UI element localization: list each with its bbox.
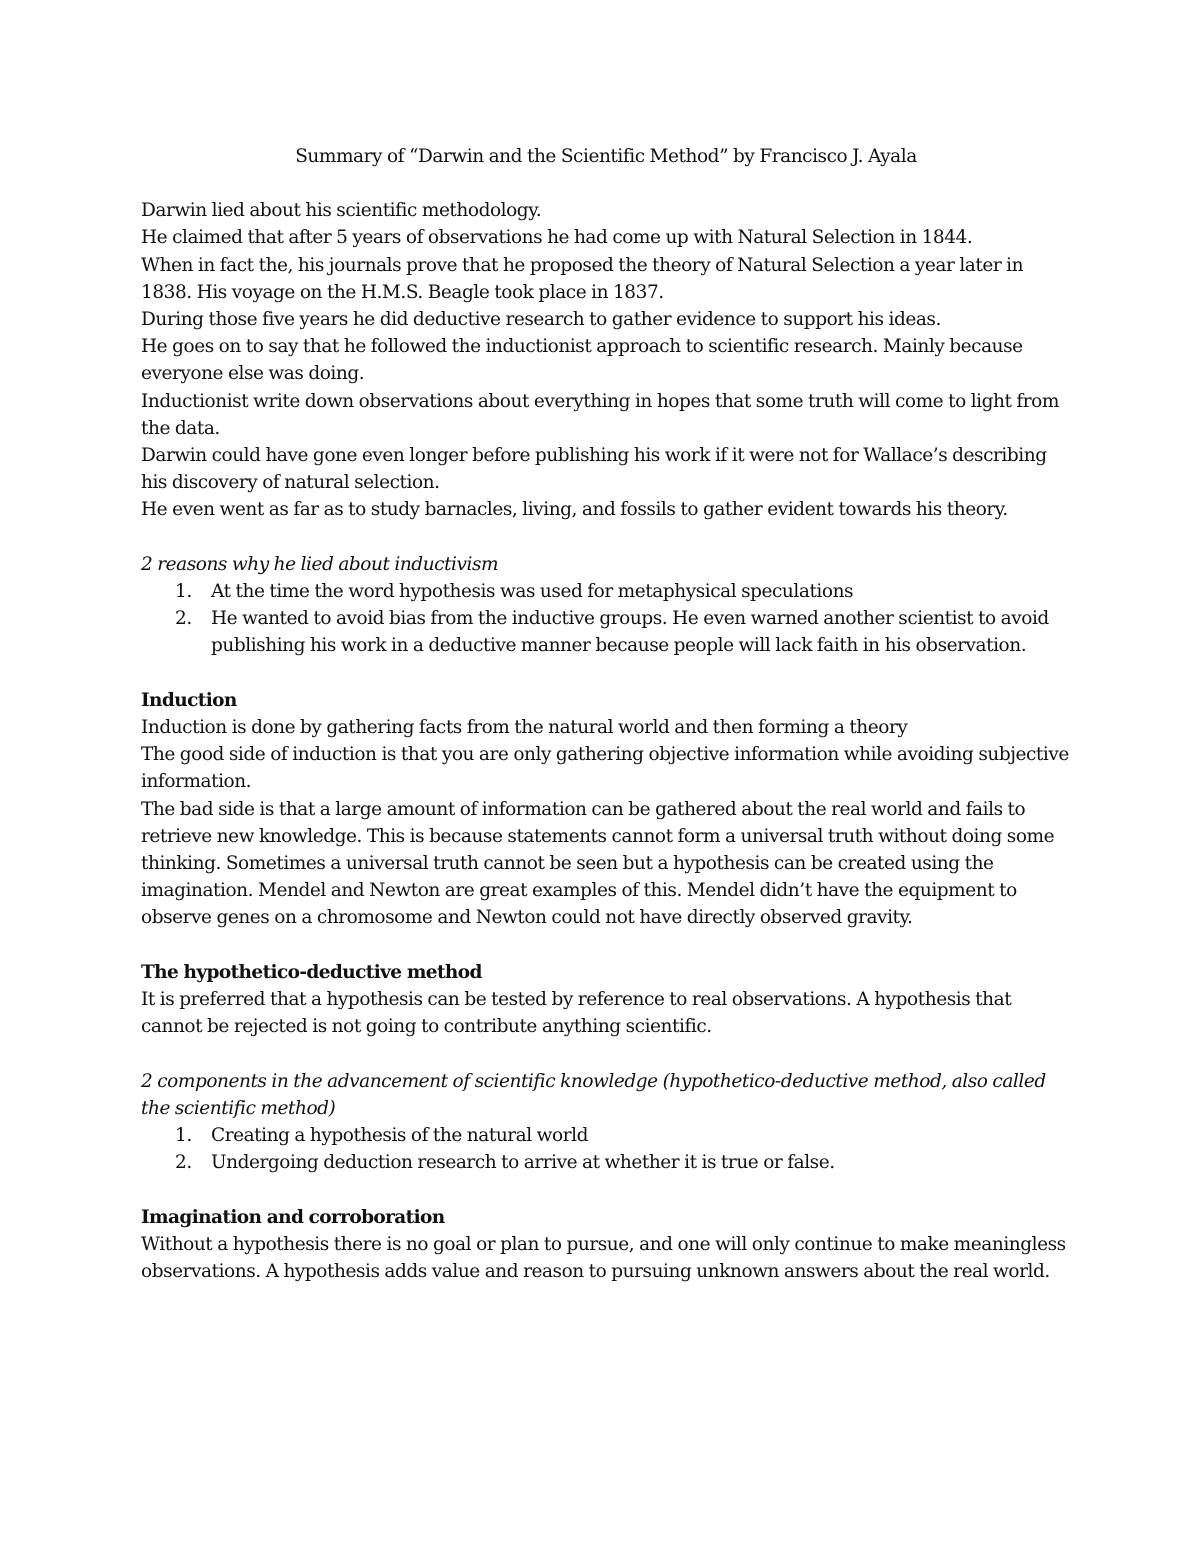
components-heading: 2 components in the advancement of scientific knowledge (hypothetico-deductive method, also called the scientific method)	[141, 1070, 1046, 1119]
intro-line: He claimed that after 5 years of observations he had come up with Natural Selection in 1844.	[141, 227, 973, 249]
list-item	[141, 578, 1071, 605]
intro-line: During those five years he did deductive research to gather evidence to support his ideas.	[141, 309, 941, 331]
list-item-text: He wanted to avoid bias from the inductive groups. He even warned another scientist to avoid publishing his work in a deductive manner because people will lack faith in his observation.	[211, 608, 1049, 657]
list-number: 1.	[175, 581, 192, 603]
intro-line: He goes on to say that he followed the inductionist approach to scientific research. Mainly because everyone else was doing.	[141, 336, 1023, 385]
imagination-section	[141, 1204, 1071, 1286]
list-item	[141, 1122, 1071, 1149]
intro-line: Darwin lied about his scientific methodology.	[141, 200, 542, 222]
induction-paragraph: The bad side is that a large amount of information can be gathered about the real world and fails to retrieve new knowledge. This is because statements cannot form a universal truth without doing some thinking. Sometimes a universal truth cannot be seen but a hypothesis can be created using the imagination. Mendel and Newton are great examples of this. Mendel didn’t have the equipment to observe genes on a chromosome and Newton could not have directly observed gravity.	[141, 798, 1055, 929]
induction-heading: Induction	[141, 689, 237, 711]
intro-line: Darwin could have gone even longer before publishing his work if it were not for Wallace’s describing his discovery of natural selection.	[141, 445, 1047, 494]
list-item-text: Undergoing deduction research to arrive at whether it is true or false.	[211, 1152, 835, 1174]
hypothetico-paragraph: It is preferred that a hypothesis can be tested by reference to real observations. A hypothesis that cannot be rejected is not going to contribute anything scientific.	[141, 989, 1012, 1038]
hypothetico-heading: The hypothetico-deductive method	[141, 961, 482, 983]
document-title: Summary of “Darwin and the Scientific Method” by Francisco J. Ayala	[295, 146, 917, 167]
reasons-section	[141, 551, 1071, 660]
list-item	[141, 1149, 1071, 1176]
induction-paragraph: The good side of induction is that you are only gathering objective information while avoiding subjective information.	[141, 744, 1069, 793]
spacer	[141, 524, 1071, 551]
spacer	[141, 660, 1071, 687]
hypothetico-section	[141, 959, 1071, 1041]
induction-paragraph: Induction is done by gathering facts from the natural world and then forming a theory	[141, 717, 908, 739]
list-item-text: Creating a hypothesis of the natural world	[211, 1125, 588, 1147]
list-number: 2.	[175, 1152, 192, 1174]
reasons-list	[141, 578, 1071, 660]
components-section	[141, 1068, 1071, 1177]
reasons-heading: 2 reasons why he lied about inductivism	[141, 553, 499, 575]
intro-section	[141, 197, 1071, 523]
spacer	[141, 1040, 1071, 1067]
intro-line: He even went as far as to study barnacles, living, and fossils to gather evident towards his theory.	[141, 499, 1008, 521]
components-list	[141, 1122, 1071, 1176]
list-number: 1.	[175, 1125, 192, 1147]
list-item-text: At the time the word hypothesis was used for metaphysical speculations	[211, 581, 854, 603]
intro-line: Inductionist write down observations about everything in hopes that some truth will come to light from the data.	[141, 390, 1059, 439]
list-number: 2.	[175, 608, 192, 630]
spacer	[141, 1176, 1071, 1203]
document-page	[141, 143, 1071, 1285]
induction-section	[141, 687, 1071, 932]
intro-line: When in fact the, his journals prove that he proposed the theory of Natural Selection a year later in 1838. His voyage on the H.M.S. Beagle took place in 1837.	[141, 254, 1024, 303]
imagination-paragraph: Without a hypothesis there is no goal or plan to pursue, and one will only continue to make meaningless observations. A hypothesis adds value and reason to pursuing unknown answers about the real world.	[141, 1233, 1066, 1283]
imagination-heading: Imagination and corroboration	[141, 1206, 445, 1228]
spacer	[141, 932, 1071, 959]
list-item	[141, 605, 1071, 659]
